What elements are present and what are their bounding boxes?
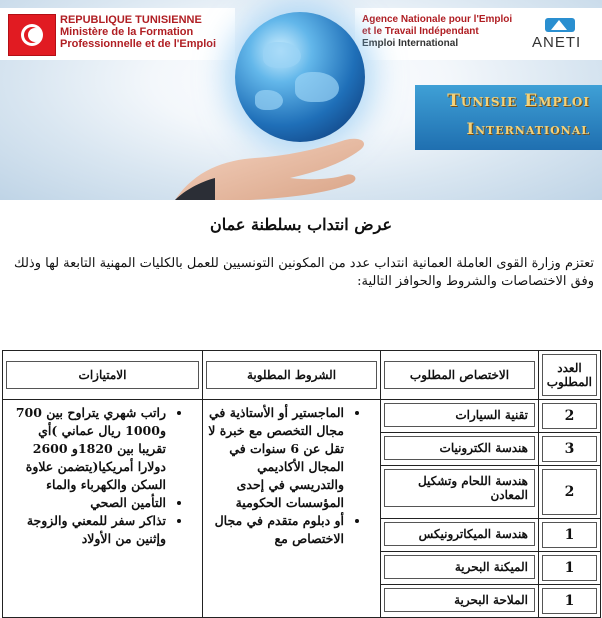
header-specialty: الاختصاص المطلوب	[381, 351, 539, 400]
count-cell: 1	[539, 585, 601, 618]
specialty-cell: هندسة الميكاترونيكس	[381, 519, 539, 552]
header-count: العدد المطلوب	[539, 351, 601, 400]
banner-title-line-1: Tunisie Emploi	[447, 91, 590, 111]
aneti-logo-mark-icon	[545, 16, 575, 34]
condition-item: • أو دبلوم متقدم في مجال الاختصاص مع	[207, 512, 344, 548]
benefits-cell	[3, 400, 203, 618]
page-title: عرض انتداب بسلطنة عمان	[209, 215, 393, 234]
agency-name	[362, 14, 522, 50]
ministry-line-3: Professionnelle et de l'Emploi	[60, 38, 217, 50]
count-cell: 1	[539, 519, 601, 552]
job-offers-table	[2, 350, 601, 618]
agency-line-1: Agence Nationale pour l'Emploi	[362, 14, 513, 25]
aneti-logo: ANETI	[532, 34, 582, 51]
count-cell: 2	[539, 400, 601, 433]
benefit-item: • التأمين الصحي	[7, 494, 166, 512]
ministry-line-1: REPUBLIQUE TUNISIENNE	[60, 14, 202, 26]
specialty-cell: الملاحة البحرية	[381, 585, 539, 618]
benefit-item: • راتب شهري يتراوح بين 700 و1000 ريال عماني )أي تقريبا بين 1820و 2600 دولارا أمريكيا(يتضمن علاوة السكن والكهرباء والماء	[7, 404, 166, 494]
agency-line-2: et le Travail Indépendant	[362, 26, 479, 37]
header-benefits: الامتيازات	[3, 351, 203, 400]
intro-paragraph: تعتزم وزارة القوى العاملة العمانية انتداب عدد من المكونين التونسيين للعمل بالكليات المهنية التابعة لها وذلك وفق الاختصاصات والشروط والحوافز التالية:	[14, 256, 594, 289]
tunisia-flag-icon	[8, 14, 56, 56]
ministry-line-2: Ministère de la Formation	[60, 26, 194, 38]
ministry-name	[60, 14, 238, 50]
specialty-cell: تقنية السيارات	[381, 400, 539, 433]
count-cell: 1	[539, 552, 601, 585]
specialty-cell: الميكنة البحرية	[381, 552, 539, 585]
header-conditions: الشروط المطلوبة	[203, 351, 381, 400]
header-banner	[0, 0, 602, 200]
banner-title-line-2: International	[466, 119, 590, 138]
count-cell: 3	[539, 433, 601, 466]
specialty-cell: هندسة اللحام وتشكيل المعادن	[381, 466, 539, 519]
table-row	[3, 400, 601, 433]
condition-item: • الماجستير أو الأستاذية في مجال التخصص مع خبرة لا تقل عن 6 سنوات في المجال الأكاديمي والتدريسي في إحدى المؤسسات الحكومية	[207, 404, 344, 512]
hand-icon	[155, 120, 385, 200]
count-cell: 2	[539, 466, 601, 519]
specialty-cell: هندسة الكترونيات	[381, 433, 539, 466]
banner-title	[415, 85, 602, 150]
benefit-item: • تذاكر سفر للمعني والزوجة وإثنين من الأولاد	[7, 512, 166, 548]
agency-line-3: Emploi International	[362, 38, 459, 49]
conditions-cell	[203, 400, 381, 618]
